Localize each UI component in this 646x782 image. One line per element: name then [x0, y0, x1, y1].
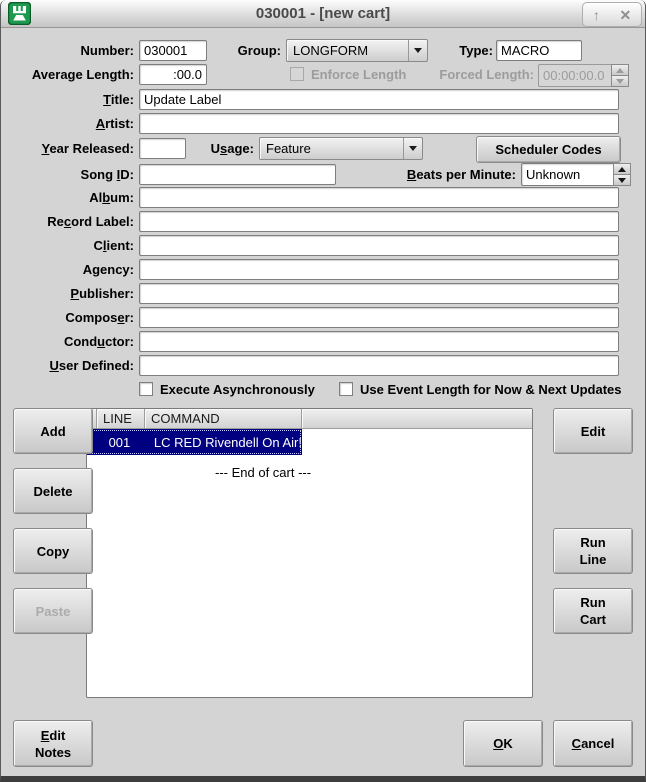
- type-field: [496, 40, 582, 61]
- year-released-label: Year Released:: [41, 141, 134, 156]
- column-header-command[interactable]: COMMAND: [145, 409, 302, 429]
- user-defined-label: User Defined:: [49, 358, 134, 373]
- forced-length-label: Forced Length:: [439, 67, 534, 82]
- header-filler: [302, 409, 532, 429]
- agency-label: Agency:: [82, 262, 134, 277]
- beats-per-minute-label: Beats per Minute:: [406, 167, 516, 182]
- spin-down-icon[interactable]: [613, 175, 631, 186]
- macro-list-row[interactable]: [87, 429, 302, 455]
- rivendell-app-icon: [8, 2, 31, 25]
- publisher-input[interactable]: [139, 283, 619, 304]
- paste-button: Paste: [13, 588, 93, 634]
- type-label: Type:: [459, 43, 493, 58]
- average-length-input[interactable]: [139, 64, 207, 85]
- artist-input[interactable]: [139, 113, 619, 134]
- macro-list[interactable]: [86, 408, 533, 698]
- beats-per-minute-spinner[interactable]: [521, 163, 631, 186]
- macro-line-number: 001: [108, 434, 131, 450]
- macro-command: LC RED Rivendell On Air!: [153, 434, 302, 450]
- run-cart-button[interactable]: Run Cart: [553, 588, 633, 634]
- composer-label: Composer:: [65, 310, 134, 325]
- album-input[interactable]: [139, 187, 619, 208]
- composer-input[interactable]: [139, 307, 619, 328]
- window-title: 030001 - [new cart]: [255, 5, 391, 22]
- beats-per-minute-value: Unknown: [521, 163, 613, 186]
- title-label: Title:: [103, 92, 134, 107]
- record-label-input[interactable]: [139, 211, 619, 232]
- conductor-input[interactable]: [139, 331, 619, 352]
- group-selected-value: LONGFORM: [293, 43, 369, 58]
- number-label: Number:: [80, 43, 134, 58]
- run-line-button[interactable]: Run Line: [553, 528, 633, 574]
- usage-select[interactable]: [259, 137, 423, 160]
- client-input[interactable]: [139, 235, 619, 256]
- group-label: Group:: [237, 43, 281, 58]
- publisher-label: Publisher:: [70, 286, 134, 301]
- enforce-length-label: Enforce Length: [311, 67, 407, 82]
- forced-length-spinner: [538, 64, 629, 87]
- song-id-label: Song ID:: [80, 167, 134, 182]
- agency-input[interactable]: [139, 259, 619, 280]
- usage-label: Usage:: [210, 141, 254, 156]
- window-controls: [582, 2, 642, 27]
- edit-notes-button[interactable]: Edit Notes: [13, 720, 93, 767]
- enforce-length-checkbox: [290, 67, 304, 81]
- year-released-input[interactable]: [139, 138, 186, 159]
- execute-asynchronously-label: Execute Asynchronously: [160, 382, 315, 397]
- song-id-input[interactable]: [139, 164, 336, 185]
- use-event-length-checkbox[interactable]: [339, 382, 353, 396]
- user-defined-input[interactable]: [139, 355, 619, 376]
- edit-button[interactable]: Edit: [553, 408, 633, 454]
- macro-list-header: [87, 409, 532, 429]
- record-label-label: Record Label:: [47, 214, 134, 229]
- conductor-label: Conductor:: [63, 334, 134, 349]
- scheduler-codes-button[interactable]: Scheduler Codes: [476, 136, 621, 163]
- spin-up-icon: [611, 64, 629, 76]
- titlebar: [1, 0, 645, 28]
- column-header-line[interactable]: LINE: [97, 409, 145, 429]
- spin-up-icon[interactable]: [613, 163, 631, 175]
- use-event-length-label: Use Event Length for Now & Next Updates: [360, 382, 622, 397]
- chevron-down-icon: [403, 138, 422, 159]
- close-icon[interactable]: ✕: [619, 6, 632, 23]
- cancel-button[interactable]: Cancel: [553, 720, 633, 767]
- artist-label: Artist:: [95, 116, 134, 131]
- execute-asynchronously-checkbox[interactable]: [139, 382, 153, 396]
- album-label: Album:: [89, 190, 134, 205]
- add-button[interactable]: Add: [13, 408, 93, 454]
- usage-selected-value: Feature: [266, 141, 311, 156]
- end-of-cart-marker: --- End of cart ---: [215, 465, 312, 480]
- copy-button[interactable]: Copy: [13, 528, 93, 574]
- client-label: Client:: [93, 238, 134, 253]
- average-length-label: Average Length:: [31, 67, 134, 82]
- maximize-icon[interactable]: ↑: [592, 6, 600, 23]
- forced-length-value: 00:00:00.0: [538, 64, 611, 87]
- delete-button[interactable]: Delete: [13, 468, 93, 514]
- ok-button[interactable]: OK: [463, 720, 543, 767]
- spin-down-icon: [611, 76, 629, 87]
- title-input[interactable]: [139, 89, 619, 110]
